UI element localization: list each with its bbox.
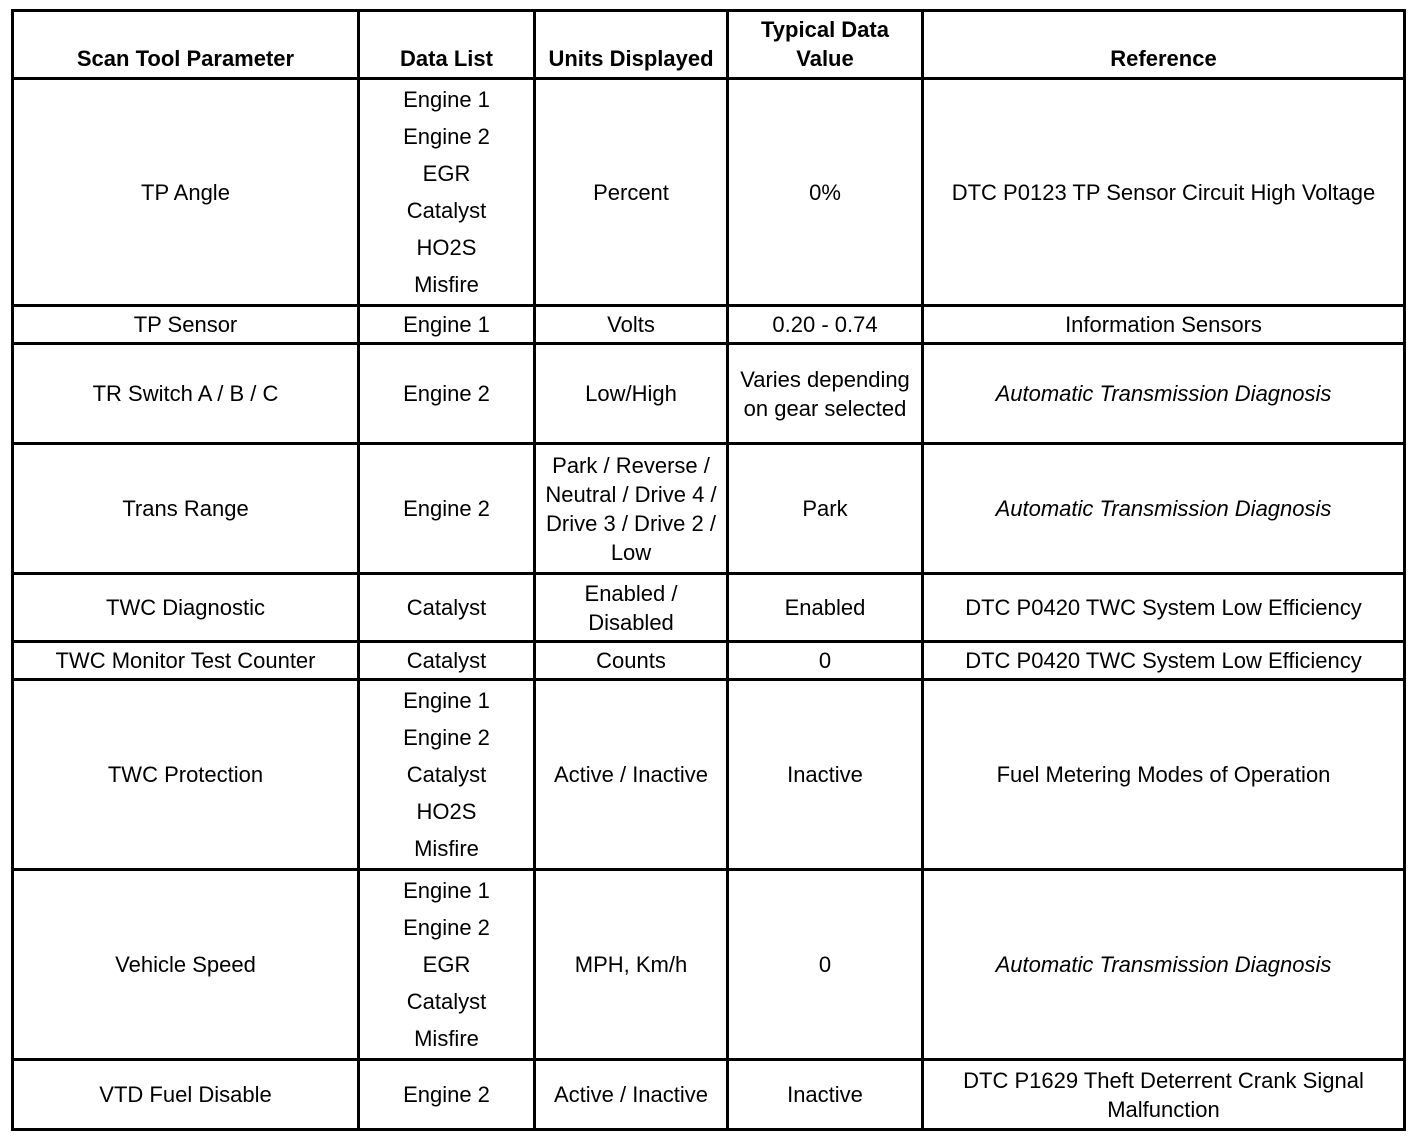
cell-data-list	[359, 870, 535, 1060]
cell-scan-tool-parameter: TWC Protection	[13, 680, 359, 870]
data-list-item: Misfire	[414, 272, 479, 297]
data-list-item: EGR	[422, 952, 471, 977]
cell-reference: DTC P0123 TP Sensor Circuit High Voltage	[923, 79, 1405, 306]
cell-scan-tool-parameter: Trans Range	[13, 444, 359, 574]
header-reference: Reference	[923, 11, 1405, 79]
cell-scan-tool-parameter: TWC Diagnostic	[13, 574, 359, 642]
cell-data-list	[359, 680, 535, 870]
table-row	[13, 444, 1405, 574]
table-row	[13, 680, 1405, 870]
data-list-item: Catalyst	[406, 595, 487, 620]
cell-scan-tool-parameter: TR Switch A / B / C	[13, 344, 359, 444]
table-row	[13, 306, 1405, 344]
cell-units-displayed: Active / Inactive	[535, 1060, 728, 1130]
header-typical-data-value: Typical Data Value	[728, 11, 923, 79]
cell-typical-data-value: Park	[728, 444, 923, 574]
cell-units-displayed: Low/High	[535, 344, 728, 444]
table-row	[13, 1060, 1405, 1130]
cell-units-displayed: Active / Inactive	[535, 680, 728, 870]
cell-units-displayed: Enabled / Disabled	[535, 574, 728, 642]
cell-reference: DTC P0420 TWC System Low Efficiency	[923, 642, 1405, 680]
cell-typical-data-value: Enabled	[728, 574, 923, 642]
table-row	[13, 870, 1405, 1060]
cell-data-list	[359, 1060, 535, 1130]
data-list-item: Engine 1	[403, 688, 490, 713]
cell-data-list	[359, 574, 535, 642]
data-list-item: Engine 1	[403, 312, 490, 337]
header-units-displayed: Units Displayed	[535, 11, 728, 79]
data-list-item: EGR	[422, 161, 471, 186]
data-list-item: HO2S	[416, 235, 477, 260]
cell-typical-data-value: Varies depending on gear selected	[728, 344, 923, 444]
cell-scan-tool-parameter: TP Angle	[13, 79, 359, 306]
data-list-item: Engine 2	[403, 496, 490, 521]
cell-reference: Automatic Transmission Diagnosis	[923, 870, 1405, 1060]
header-scan-tool-parameter: Scan Tool Parameter	[13, 11, 359, 79]
cell-data-list	[359, 444, 535, 574]
cell-units-displayed: Counts	[535, 642, 728, 680]
table-row	[13, 574, 1405, 642]
data-list-item: HO2S	[416, 799, 477, 824]
data-list-item: Engine 2	[403, 124, 490, 149]
header-data-list: Data List	[359, 11, 535, 79]
cell-units-displayed: Park / Reverse / Neutral / Drive 4 / Drive 3 / Drive 2 / Low	[535, 444, 728, 574]
data-list-item: Engine 1	[403, 87, 490, 112]
cell-data-list	[359, 79, 535, 306]
cell-units-displayed: MPH, Km/h	[535, 870, 728, 1060]
cell-units-displayed: Percent	[535, 79, 728, 306]
cell-reference: Information Sensors	[923, 306, 1405, 344]
cell-scan-tool-parameter: TP Sensor	[13, 306, 359, 344]
cell-typical-data-value: Inactive	[728, 1060, 923, 1130]
cell-scan-tool-parameter: Vehicle Speed	[13, 870, 359, 1060]
data-list-item: Catalyst	[406, 198, 487, 223]
cell-typical-data-value: 0	[728, 642, 923, 680]
cell-data-list	[359, 344, 535, 444]
cell-reference: Automatic Transmission Diagnosis	[923, 444, 1405, 574]
data-list-item: Engine 2	[403, 1082, 490, 1107]
table-row	[13, 642, 1405, 680]
cell-data-list	[359, 306, 535, 344]
cell-units-displayed: Volts	[535, 306, 728, 344]
cell-scan-tool-parameter: TWC Monitor Test Counter	[13, 642, 359, 680]
cell-typical-data-value: 0	[728, 870, 923, 1060]
data-list-item: Catalyst	[406, 989, 487, 1014]
data-list-item: Engine 2	[403, 915, 490, 940]
data-list-item: Engine 2	[403, 381, 490, 406]
data-list-item: Engine 1	[403, 878, 490, 903]
cell-reference: DTC P1629 Theft Deterrent Crank Signal Malfunction	[923, 1060, 1405, 1130]
header-row	[13, 11, 1405, 79]
data-list-item: Catalyst	[406, 762, 487, 787]
cell-typical-data-value: Inactive	[728, 680, 923, 870]
table-row	[13, 344, 1405, 444]
cell-data-list	[359, 642, 535, 680]
cell-typical-data-value: 0%	[728, 79, 923, 306]
data-list-item: Engine 2	[403, 725, 490, 750]
data-list-item: Misfire	[414, 836, 479, 861]
cell-reference: DTC P0420 TWC System Low Efficiency	[923, 574, 1405, 642]
cell-reference: Fuel Metering Modes of Operation	[923, 680, 1405, 870]
cell-typical-data-value: 0.20 - 0.74	[728, 306, 923, 344]
data-list-item: Catalyst	[406, 648, 487, 673]
cell-reference: Automatic Transmission Diagnosis	[923, 344, 1405, 444]
data-list-item: Misfire	[414, 1026, 479, 1051]
table-row	[13, 79, 1405, 306]
scan-tool-parameter-table	[11, 9, 1406, 1131]
cell-scan-tool-parameter: VTD Fuel Disable	[13, 1060, 359, 1130]
